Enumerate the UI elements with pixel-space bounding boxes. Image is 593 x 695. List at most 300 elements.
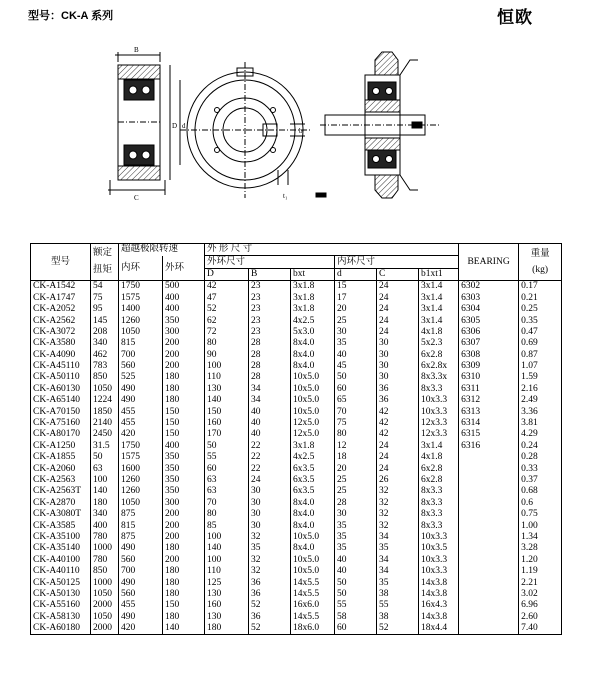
cell-bearing [459,452,519,463]
cell-B: 30 [249,486,291,497]
cell-B: 28 [249,338,291,349]
cell-C: 32 [377,520,419,531]
cell-outer-speed: 200 [163,532,205,543]
cell-bearing [459,566,519,577]
cell-torque: 140 [91,486,119,497]
cell-B: 35 [249,543,291,554]
table-row [31,384,562,395]
table-row [31,293,562,304]
technical-drawing [0,40,593,240]
cell-torque: 2000 [91,623,119,635]
cell-outer-speed: 300 [163,498,205,509]
cell-B: 30 [249,509,291,520]
cell-inner-speed: 700 [119,566,163,577]
cell-B: 28 [249,350,291,361]
cell-weight: 2.21 [519,577,562,588]
cell-weight: 0.68 [519,486,562,497]
cell-C: 36 [377,384,419,395]
cell-weight: 0.69 [519,338,562,349]
cell-bearing: 6314 [459,418,519,429]
cell-b1xt1: 10x3.3 [419,532,459,543]
cell-C: 34 [377,555,419,566]
cell-B: 23 [249,304,291,315]
table-row [31,543,562,554]
cell-model: CK-A35140 [31,543,91,554]
table-row [31,600,562,611]
table-row [31,406,562,417]
cell-D: 180 [205,623,249,635]
cell-bxt: 3x1.8 [291,281,335,293]
cell-torque: 1000 [91,543,119,554]
cell-outer-speed: 300 [163,327,205,338]
cell-inner-speed: 490 [119,612,163,623]
cell-model: CK-A58130 [31,612,91,623]
cell-d: 35 [335,520,377,531]
header-outer: 外环 [163,256,205,281]
cell-B: 30 [249,520,291,531]
cell-model: CK-A50125 [31,577,91,588]
cell-b1xt1: 14x3.8 [419,612,459,623]
cell-model: CK-A1250 [31,441,91,452]
cell-D: 130 [205,612,249,623]
cell-D: 55 [205,452,249,463]
cell-b1xt1: 10x3.3 [419,395,459,406]
cell-torque: 31.5 [91,441,119,452]
cell-weight: 1.00 [519,520,562,531]
cell-weight: 0.17 [519,281,562,293]
cell-B: 23 [249,315,291,326]
cell-model: CK-A3585 [31,520,91,531]
cell-outer-speed: 140 [163,623,205,635]
cell-bxt: 10x5.0 [291,566,335,577]
cell-bxt: 8x4.0 [291,361,335,372]
cell-inner-speed: 490 [119,543,163,554]
cell-bxt: 10x5.0 [291,555,335,566]
cell-weight: 1.34 [519,532,562,543]
cell-bearing: 6306 [459,327,519,338]
cell-bxt: 4x2.5 [291,452,335,463]
cell-bearing: 6315 [459,429,519,440]
cell-D: 90 [205,350,249,361]
cell-b1xt1: 8x3.3 [419,384,459,395]
cell-bearing [459,577,519,588]
cell-outer-speed: 180 [163,543,205,554]
header-torque: 额定扭矩 [91,244,119,281]
cell-outer-speed: 200 [163,361,205,372]
cell-B: 36 [249,577,291,588]
cell-D: 63 [205,475,249,486]
cell-B: 36 [249,589,291,600]
cell-model: CK-A2563 [31,475,91,486]
cell-torque: 54 [91,281,119,293]
cell-inner-speed: 1260 [119,475,163,486]
cell-b1xt1: 6x2.8 [419,475,459,486]
cell-outer-speed: 150 [163,600,205,611]
table-row [31,623,562,635]
cell-weight: 2.49 [519,395,562,406]
cell-inner-speed: 455 [119,600,163,611]
cell-b1xt1: 8x3.3 [419,520,459,531]
cell-outer-speed: 180 [163,612,205,623]
cell-outer-speed: 350 [163,486,205,497]
cell-bearing: 6305 [459,315,519,326]
table-header [31,244,562,281]
cell-d: 50 [335,589,377,600]
cell-bearing: 6309 [459,361,519,372]
cell-torque: 780 [91,555,119,566]
cell-weight: 0.33 [519,463,562,474]
cell-d: 30 [335,327,377,338]
cell-D: 160 [205,418,249,429]
page-title: 型号：CK-A 系列 [28,10,114,22]
cell-C: 34 [377,532,419,543]
cell-model: CK-A55160 [31,600,91,611]
cell-model: CK-A2060 [31,463,91,474]
cell-model: CK-A60180 [31,623,91,635]
cell-weight: 0.47 [519,327,562,338]
cell-outer-speed: 150 [163,406,205,417]
cell-torque: 2000 [91,600,119,611]
cell-B: 23 [249,281,291,293]
cell-outer-speed: 180 [163,384,205,395]
cell-B: 52 [249,623,291,635]
cell-bxt: 8x4.0 [291,509,335,520]
cell-D: 125 [205,577,249,588]
cell-model: CK-A2870 [31,498,91,509]
cell-B: 52 [249,600,291,611]
cell-outer-speed: 200 [163,350,205,361]
cell-weight: 2.60 [519,612,562,623]
cell-b1xt1: 3x1.4 [419,281,459,293]
cell-torque: 1000 [91,577,119,588]
cell-d: 17 [335,293,377,304]
cell-torque: 2140 [91,418,119,429]
cell-weight: 2.16 [519,384,562,395]
cell-inner-speed: 560 [119,361,163,372]
cell-d: 75 [335,418,377,429]
cell-bxt: 12x5.0 [291,418,335,429]
cell-C: 55 [377,600,419,611]
cell-B: 22 [249,441,291,452]
cell-bxt: 8x4.0 [291,520,335,531]
cell-inner-speed: 490 [119,577,163,588]
cell-model: CK-A80170 [31,429,91,440]
cell-inner-speed: 1260 [119,315,163,326]
table-row [31,315,562,326]
cell-bearing: 6313 [459,406,519,417]
cell-outer-speed: 400 [163,441,205,452]
cell-D: 80 [205,509,249,520]
cell-outer-speed: 400 [163,304,205,315]
cell-inner-speed: 1050 [119,327,163,338]
cell-bxt: 3x1.8 [291,304,335,315]
table-row [31,281,562,293]
cell-b1xt1: 5x2.3 [419,338,459,349]
cell-bearing [459,520,519,531]
cell-bxt: 14x5.5 [291,589,335,600]
table-row [31,577,562,588]
cell-outer-speed: 180 [163,566,205,577]
header-B: B [249,268,291,280]
cell-d: 80 [335,429,377,440]
cell-torque: 400 [91,520,119,531]
cell-d: 35 [335,338,377,349]
cell-B: 23 [249,327,291,338]
table-row [31,498,562,509]
table-row [31,395,562,406]
cell-model: CK-A35100 [31,532,91,543]
cell-bxt: 10x5.0 [291,532,335,543]
cell-outer-speed: 350 [163,315,205,326]
cell-outer-speed: 500 [163,281,205,293]
cell-outer-speed: 180 [163,577,205,588]
cell-outer-speed: 350 [163,452,205,463]
cell-inner-speed: 1400 [119,304,163,315]
cell-C: 24 [377,463,419,474]
cell-bxt: 4x2.5 [291,315,335,326]
cell-bearing: 6308 [459,350,519,361]
cell-bxt: 5x3.0 [291,327,335,338]
table-row [31,429,562,440]
cell-D: 42 [205,281,249,293]
cell-model: CK-A65140 [31,395,91,406]
cell-bxt: 6x3.5 [291,475,335,486]
cell-B: 40 [249,406,291,417]
header-D: D [205,268,249,280]
cell-bearing [459,532,519,543]
cell-torque: 780 [91,532,119,543]
cell-weight: 1.07 [519,361,562,372]
cell-bxt: 16x6.0 [291,600,335,611]
cell-C: 32 [377,509,419,520]
cell-inner-speed: 455 [119,418,163,429]
cell-weight: 4.29 [519,429,562,440]
cell-outer-speed: 180 [163,395,205,406]
cell-d: 18 [335,452,377,463]
cell-weight: 0.21 [519,293,562,304]
cell-C: 24 [377,441,419,452]
cell-inner-speed: 875 [119,509,163,520]
cell-inner-speed: 1050 [119,498,163,509]
cell-outer-speed: 200 [163,555,205,566]
cell-bxt: 8x4.0 [291,498,335,509]
brand-name: 恒欧 [497,8,533,28]
cell-D: 140 [205,543,249,554]
cell-torque: 208 [91,327,119,338]
cell-model: CK-A4090 [31,350,91,361]
cell-outer-speed: 400 [163,293,205,304]
label-D: D [172,122,178,130]
cell-B: 28 [249,361,291,372]
cell-bxt: 10x5.0 [291,384,335,395]
cell-weight: 0.87 [519,350,562,361]
cell-d: 40 [335,350,377,361]
cell-bearing: 6310 [459,372,519,383]
cell-d: 25 [335,315,377,326]
cell-C: 24 [377,293,419,304]
table-row [31,452,562,463]
cell-D: 70 [205,498,249,509]
cell-weight: 0.37 [519,475,562,486]
cell-C: 38 [377,612,419,623]
cell-inner-speed: 1750 [119,281,163,293]
cell-C: 42 [377,429,419,440]
cell-torque: 145 [91,315,119,326]
header-dimensions: 外 形 尺 寸 [205,244,459,256]
cell-B: 22 [249,463,291,474]
cell-b1xt1: 4x1.8 [419,452,459,463]
cell-bxt: 14x5.5 [291,577,335,588]
cell-torque: 850 [91,566,119,577]
cell-bxt: 10x5.0 [291,372,335,383]
table-row [31,372,562,383]
cell-bxt: 18x6.0 [291,623,335,635]
cell-b1xt1: 6x2.8x [419,361,459,372]
cell-model: CK-A2563T [31,486,91,497]
header-bearing: BEARING [459,244,519,281]
spec-table [30,243,562,635]
cell-D: 110 [205,372,249,383]
cell-C: 42 [377,418,419,429]
cell-inner-speed: 560 [119,555,163,566]
cell-D: 140 [205,395,249,406]
cell-b1xt1: 12x3.3 [419,429,459,440]
table-row [31,463,562,474]
cell-D: 160 [205,600,249,611]
cell-model: CK-A1542 [31,281,91,293]
cell-B: 30 [249,498,291,509]
cell-torque: 180 [91,498,119,509]
cell-D: 100 [205,361,249,372]
cell-bearing: 6307 [459,338,519,349]
cell-outer-speed: 200 [163,509,205,520]
table-row [31,532,562,543]
header-overrun-speed: 超越极限转速 [119,244,205,256]
cell-d: 40 [335,566,377,577]
cell-inner-speed: 1575 [119,293,163,304]
cell-d: 25 [335,475,377,486]
cell-weight: 0.6 [519,498,562,509]
header-inner: 内环 [119,256,163,281]
cell-bearing [459,589,519,600]
cell-model: CK-A45110 [31,361,91,372]
cell-model: CK-A40100 [31,555,91,566]
cell-model: CK-A75160 [31,418,91,429]
cell-C: 38 [377,589,419,600]
cell-inner-speed: 490 [119,384,163,395]
cell-b1xt1: 10x3.3 [419,406,459,417]
cell-torque: 1050 [91,612,119,623]
cell-C: 36 [377,395,419,406]
cell-outer-speed: 200 [163,338,205,349]
cell-C: 24 [377,281,419,293]
header-b1xt1: b1xt1 [419,268,459,280]
cell-bxt: 3x1.8 [291,441,335,452]
cell-torque: 1050 [91,384,119,395]
cell-torque: 783 [91,361,119,372]
cell-torque: 1850 [91,406,119,417]
cell-model: CK-A3080T [31,509,91,520]
cell-model: CK-A3580 [31,338,91,349]
cell-D: 100 [205,555,249,566]
cell-inner-speed: 1260 [119,486,163,497]
cell-weight: 0.35 [519,315,562,326]
cell-outer-speed: 350 [163,463,205,474]
cell-model: CK-A50110 [31,372,91,383]
cell-inner-speed: 815 [119,338,163,349]
cell-torque: 100 [91,475,119,486]
cell-d: 50 [335,372,377,383]
header-outer-dims: 外环尺寸 [205,256,335,268]
table-row [31,520,562,531]
cell-bxt: 6x3.5 [291,486,335,497]
cell-C: 24 [377,452,419,463]
cell-d: 70 [335,406,377,417]
cell-d: 25 [335,486,377,497]
cell-bxt: 8x4.0 [291,543,335,554]
cell-bxt: 6x3.5 [291,463,335,474]
cell-d: 60 [335,384,377,395]
cell-D: 130 [205,384,249,395]
cell-torque: 462 [91,350,119,361]
cell-torque: 1050 [91,589,119,600]
cell-outer-speed: 180 [163,589,205,600]
table-row [31,327,562,338]
cell-D: 150 [205,406,249,417]
cell-weight: 0.24 [519,441,562,452]
cell-d: 20 [335,463,377,474]
cell-bearing [459,498,519,509]
cell-weight: 1.19 [519,566,562,577]
cell-d: 35 [335,543,377,554]
cell-weight: 3.36 [519,406,562,417]
cell-C: 26 [377,475,419,486]
cell-bxt: 12x5.0 [291,429,335,440]
cell-bearing [459,612,519,623]
label-d: d [182,122,186,130]
cell-b1xt1: 18x4.4 [419,623,459,635]
cell-C: 32 [377,498,419,509]
header-bxt: bxt [291,268,335,280]
cell-weight: 0.28 [519,452,562,463]
cell-d: 30 [335,509,377,520]
cell-bxt: 8x4.0 [291,338,335,349]
label-B: B [134,46,139,54]
table-row [31,486,562,497]
cell-C: 35 [377,543,419,554]
cell-C: 42 [377,406,419,417]
cell-bearing: 6311 [459,384,519,395]
cell-bearing [459,555,519,566]
cell-B: 24 [249,475,291,486]
cell-model: CK-A40110 [31,566,91,577]
cell-model: CK-A1855 [31,452,91,463]
table-row [31,612,562,623]
cell-bxt: 3x1.8 [291,293,335,304]
cell-bxt: 10x5.0 [291,395,335,406]
table-row [31,475,562,486]
cell-torque: 340 [91,338,119,349]
cell-inner-speed: 1600 [119,463,163,474]
cell-D: 63 [205,486,249,497]
cell-torque: 850 [91,372,119,383]
cell-weight: 3.81 [519,418,562,429]
front-view [180,62,312,198]
cell-bearing [459,600,519,611]
cell-weight: 7.40 [519,623,562,635]
cell-b1xt1: 12x3.3 [419,418,459,429]
cell-C: 52 [377,623,419,635]
